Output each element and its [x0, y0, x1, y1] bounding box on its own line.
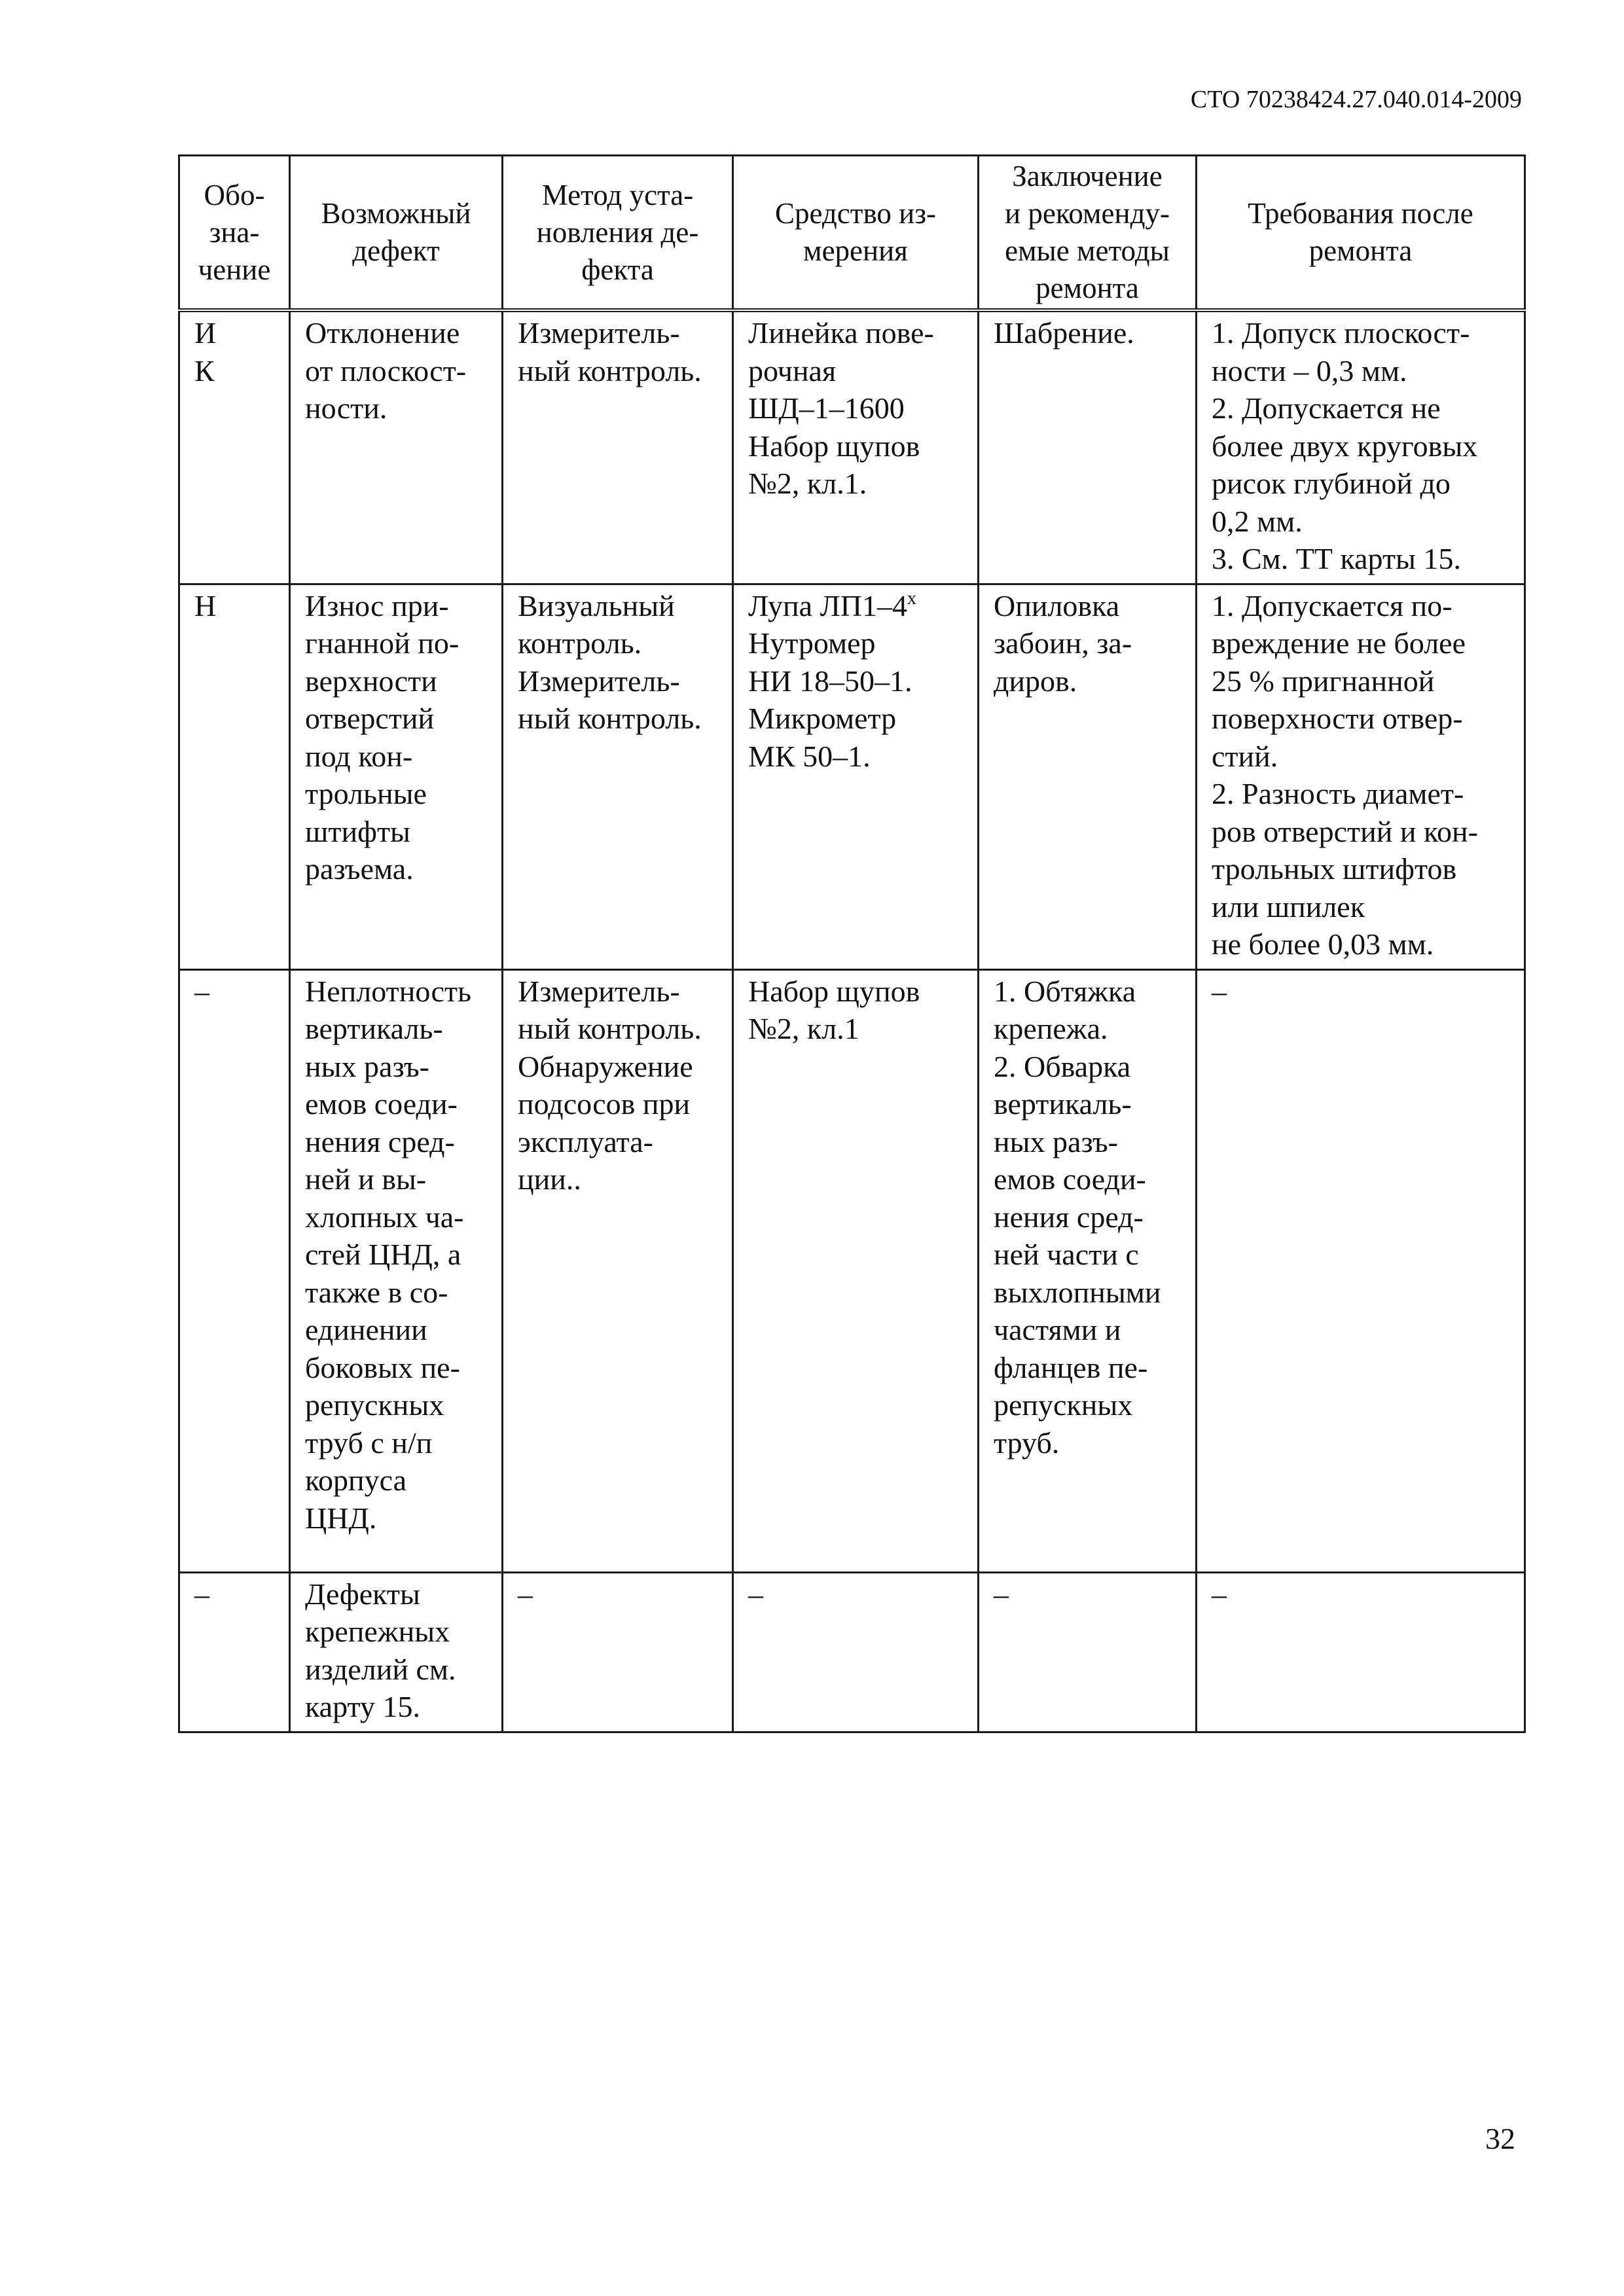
tool-rest-text: Нутромер НИ 18–50–1. Микрометр МК 50–1. [748, 626, 912, 773]
column-header-requirements: Требования после ремонта [1197, 156, 1525, 311]
cell-requirements: – [1197, 1572, 1525, 1732]
cell-repair: Шабрение. [979, 310, 1197, 584]
table-header-row [179, 156, 1525, 311]
cell-defect: Износ при- гнанной по- верхности отверстий под кон- трольные штифты разъема. [290, 584, 503, 969]
cell-defect: Дефекты крепежных изделий см. карту 15. [290, 1572, 503, 1732]
cell-method: – [503, 1572, 733, 1732]
column-header-mark: Обо- зна- чение [179, 156, 290, 311]
cell-tool: Набор щупов №2, кл.1 [733, 969, 979, 1572]
cell-tool: – [733, 1572, 979, 1732]
cell-defect: Неплотность вертикаль- ных разъ- емов соеди- нения сред- ней и вы- хлопных ча- стей ЦНД, а также в со- единении боковых пе- репускных труб с н/п корпуса ЦНД. [290, 969, 503, 1572]
cell-tool [733, 584, 979, 969]
cell-repair: 1. Обтяжка крепежа. 2. Обварка вертикаль- ных разъ- емов соеди- нения сред- ней части с выхлопными частями и фланцев пе- репускных труб. [979, 969, 1197, 1572]
cell-repair: Опиловка забоин, за- диров. [979, 584, 1197, 969]
cell-requirements: 1. Допускается по- вреждение не более 25 % пригнанной поверхности отвер- стий. 2. Разность диамет- ров отверстий и кон- трольных штифтов или шпилек не более 0,03 мм. [1197, 584, 1525, 969]
document-code: СТО 70238424.27.040.014-2009 [1190, 86, 1522, 113]
column-header-repair: Заключение и рекоменду- емые методы ремонта [979, 156, 1197, 311]
page-number: 32 [1485, 2122, 1515, 2155]
table-row [179, 1572, 1525, 1732]
cell-mark: – [179, 1572, 290, 1732]
column-header-method: Метод уста- новления де- фекта [503, 156, 733, 311]
cell-method: Визуальный контроль. Измеритель- ный контроль. [503, 584, 733, 969]
cell-method: Измеритель- ный контроль. Обнаружение подсосов при эксплуата- ции.. [503, 969, 733, 1572]
table-row [179, 310, 1525, 584]
cell-repair: – [979, 1572, 1197, 1732]
column-header-defect: Возможный дефект [290, 156, 503, 311]
cell-tool: Линейка пове- рочная ШД–1–1600 Набор щупов №2, кл.1. [733, 310, 979, 584]
cell-mark: И К [179, 310, 290, 584]
table-row [179, 584, 1525, 969]
tool-magnifier-text: Лупа ЛП1–4 [748, 588, 908, 622]
magnification-superscript: х [907, 588, 917, 609]
cell-defect: Отклонение от плоскост- ности. [290, 310, 503, 584]
cell-mark: – [179, 969, 290, 1572]
cell-requirements: 1. Допуск плоскост- ности – 0,3 мм. 2. Допускается не более двух круговых рисок глубиной до 0,2 мм. 3. См. ТТ карты 15. [1197, 310, 1525, 584]
column-header-tool: Средство из- мерения [733, 156, 979, 311]
defects-table [178, 154, 1526, 1733]
table-row [179, 969, 1525, 1572]
cell-requirements: – [1197, 969, 1525, 1572]
cell-method: Измеритель- ный контроль. [503, 310, 733, 584]
cell-mark: Н [179, 584, 290, 969]
